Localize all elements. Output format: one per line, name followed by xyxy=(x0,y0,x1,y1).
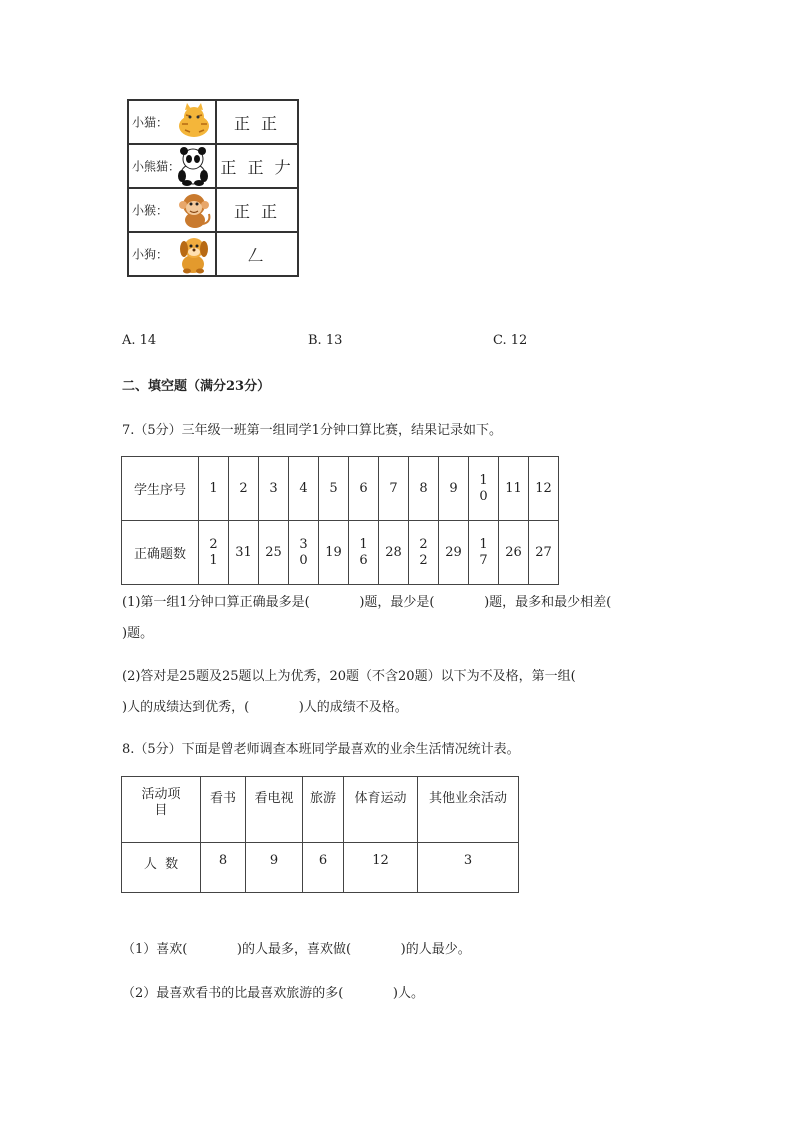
student-id: 9 xyxy=(449,480,458,496)
student-id: 8 xyxy=(419,480,428,496)
q8-sub1: （1）喜欢( )的人最多，喜欢做( )的人最少。 xyxy=(122,942,471,957)
tally-table xyxy=(127,99,299,277)
table-row xyxy=(122,777,519,843)
student-id: 2 xyxy=(239,480,248,496)
question-7-prompt: 7.（5分）三年级一班第一组同学1分钟口算比赛，结果记录如下。 xyxy=(122,423,502,438)
animal-label: 小猫： xyxy=(132,115,169,130)
student-id: 4 xyxy=(299,480,308,496)
q8-sub2: （2）最喜欢看书的比最喜欢旅游的多( )人。 xyxy=(122,986,425,1001)
choice-a[interactable]: A. 14 xyxy=(122,333,157,348)
student-id: 12 xyxy=(535,480,552,496)
choice-c[interactable]: C. 12 xyxy=(493,333,528,348)
row-header: 人 数 xyxy=(122,843,201,893)
table-header: 旅游 xyxy=(303,777,344,843)
tally-row xyxy=(128,144,298,188)
row-header: 正确题数 xyxy=(122,521,199,585)
table-header: 体育运动 xyxy=(344,777,418,843)
student-id: 11 xyxy=(505,480,522,496)
table-row xyxy=(122,843,519,893)
score-cell: 1 6 xyxy=(359,536,368,568)
table-cell: 12 xyxy=(344,843,418,893)
tally-row xyxy=(128,232,298,276)
animal-label: 小狗： xyxy=(132,247,169,262)
table-cell: 6 xyxy=(303,843,344,893)
tally-marks: 正 正 𠂇 xyxy=(216,144,298,188)
table-cell: 8 xyxy=(201,843,246,893)
tally-marks: 正 正 xyxy=(216,188,298,232)
score-cell: 28 xyxy=(385,544,402,560)
q7-sub2-line: (2)答对是25题及25题以上为优秀，20题（不含20题）以下为不及格，第一组( xyxy=(122,669,576,684)
dog-icon xyxy=(173,234,213,274)
table-header: 看电视 xyxy=(246,777,303,843)
score-cell: 27 xyxy=(535,544,552,560)
table-header: 看书 xyxy=(201,777,246,843)
student-id: 1 xyxy=(209,480,218,496)
score-cell: 2 2 xyxy=(419,536,428,568)
score-table xyxy=(121,456,559,585)
cat-icon xyxy=(173,102,213,142)
tally-row xyxy=(128,100,298,144)
tally-marks: 𠃋 xyxy=(216,232,298,276)
score-cell: 26 xyxy=(505,544,522,560)
student-id: 1 0 xyxy=(479,472,488,504)
animal-label: 小猴： xyxy=(132,203,169,218)
question-8-prompt: 8.（5分）下面是曾老师调查本班同学最喜欢的业余生活情况统计表。 xyxy=(122,742,520,757)
animal-label: 小熊猫： xyxy=(132,159,181,174)
activity-table xyxy=(121,776,519,893)
table-cell: 9 xyxy=(246,843,303,893)
score-cell: 29 xyxy=(445,544,462,560)
q7-sub2-line-end: )人的成绩达到优秀，( )人的成绩不及格。 xyxy=(122,700,408,715)
q7-sub1-line-end: )题。 xyxy=(122,626,154,641)
q7-sub1-line: (1)第一组1分钟口算正确最多是( )题，最少是( )题，最多和最少相差( xyxy=(122,595,612,610)
table-row xyxy=(122,521,559,585)
table-row xyxy=(122,457,559,521)
table-header: 其他业余活动 xyxy=(418,777,519,843)
score-cell: 19 xyxy=(325,544,342,560)
table-header: 活动项 目 xyxy=(141,787,181,818)
tally-row xyxy=(128,188,298,232)
choice-b[interactable]: B. 13 xyxy=(308,333,343,348)
tally-marks: 正 正 xyxy=(216,100,298,144)
score-cell: 1 7 xyxy=(479,536,488,568)
score-cell: 31 xyxy=(235,544,252,560)
table-cell: 3 xyxy=(418,843,519,893)
section-title: 二、填空题（满分23分） xyxy=(122,379,271,394)
row-header: 学生序号 xyxy=(122,457,199,521)
score-cell: 25 xyxy=(265,544,282,560)
student-id: 7 xyxy=(389,480,398,496)
student-id: 3 xyxy=(269,480,278,496)
score-cell: 3 0 xyxy=(299,536,308,568)
student-id: 5 xyxy=(329,480,338,496)
monkey-icon xyxy=(173,190,213,230)
student-id: 6 xyxy=(359,480,368,496)
score-cell: 2 1 xyxy=(209,536,218,568)
